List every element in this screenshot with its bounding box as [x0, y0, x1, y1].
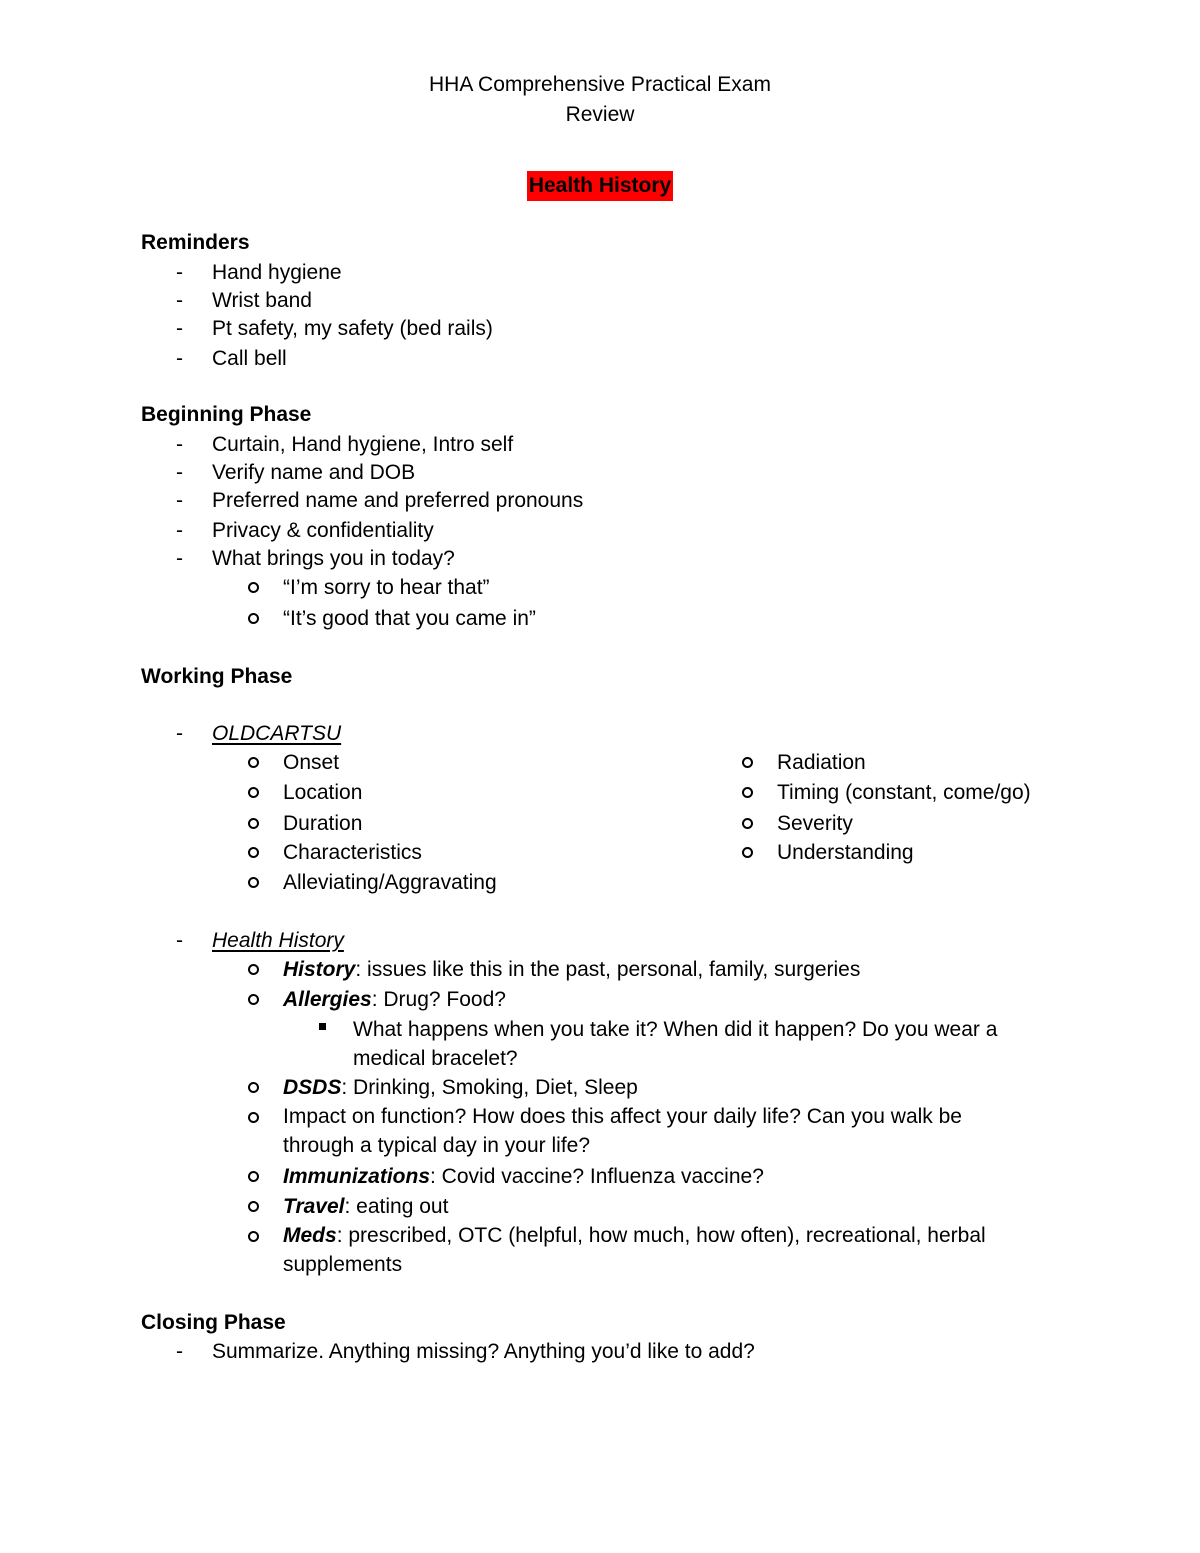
section-title-wrap: [0, 175, 1200, 196]
list-item: Summarize. Anything missing? Anything you’d like to add?: [212, 1340, 755, 1363]
section-title: Health History: [527, 171, 673, 201]
list-dash: -: [176, 317, 183, 340]
oldcartsu-item: Location: [283, 781, 363, 804]
oldcartsu-item: Characteristics: [283, 841, 422, 864]
travel-text: : eating out: [344, 1195, 449, 1218]
square-bullet-icon: [319, 1023, 326, 1030]
history-term: History: [283, 958, 356, 981]
circle-bullet-icon: [248, 613, 259, 624]
immunizations-term: Immunizations: [283, 1165, 431, 1188]
list-dash: -: [176, 547, 183, 570]
allergies-text: : Drug? Food?: [371, 988, 506, 1011]
circle-bullet-icon: [248, 787, 259, 798]
list-dash: -: [176, 489, 183, 512]
dsds-item: [283, 1077, 638, 1098]
list-dash: -: [176, 433, 183, 456]
circle-bullet-icon: [248, 1231, 259, 1242]
history-item: [283, 959, 860, 980]
circle-bullet-icon: [742, 818, 753, 829]
circle-bullet-icon: [742, 787, 753, 798]
sub-list-item: “It’s good that you came in”: [283, 607, 536, 630]
list-item: Wrist band: [212, 289, 312, 312]
travel-item: [283, 1196, 448, 1217]
immunizations-item: [283, 1166, 764, 1187]
oldcartsu-item: Timing (constant, come/go): [777, 781, 1031, 804]
travel-term: Travel: [283, 1195, 345, 1218]
dsds-term: DSDS: [283, 1076, 342, 1099]
list-item: Privacy & confidentiality: [212, 519, 434, 542]
circle-bullet-icon: [248, 1082, 259, 1093]
meds-term: Meds: [283, 1224, 337, 1247]
health-history-label: Health History: [212, 929, 344, 952]
list-item: Pt safety, my safety (bed rails): [212, 317, 493, 340]
list-item: Hand hygiene: [212, 261, 342, 284]
beginning-heading: Beginning Phase: [141, 403, 312, 426]
circle-bullet-icon: [248, 1171, 259, 1182]
working-heading: Working Phase: [141, 665, 293, 688]
circle-bullet-icon: [248, 818, 259, 829]
oldcartsu-item: Understanding: [777, 841, 914, 864]
circle-bullet-icon: [248, 964, 259, 975]
meds-text: : prescribed, OTC (helpful, how much, how often), recreational, herbal supplements: [283, 1224, 986, 1276]
circle-bullet-icon: [248, 847, 259, 858]
list-dash: -: [176, 929, 183, 952]
list-item: Curtain, Hand hygiene, Intro self: [212, 433, 514, 456]
list-dash: -: [176, 261, 183, 284]
oldcartsu-label: OLDCARTSU: [212, 722, 342, 745]
list-dash: -: [176, 347, 183, 370]
list-item: Verify name and DOB: [212, 461, 416, 484]
dsds-text: : Drinking, Smoking, Diet, Sleep: [341, 1076, 638, 1099]
circle-bullet-icon: [248, 994, 259, 1005]
list-item: What brings you in today?: [212, 547, 455, 570]
oldcartsu-item: Radiation: [777, 751, 866, 774]
list-dash: -: [176, 519, 183, 542]
circle-bullet-icon: [248, 1112, 259, 1123]
allergies-sub-item: What happens when you take it? When did it happen? Do you wear a medical bracelet?: [353, 1018, 998, 1070]
impact-item: Impact on function? How does this affect your daily life? Can you walk be through a typical day in your life?: [283, 1105, 962, 1157]
closing-heading: Closing Phase: [141, 1311, 286, 1334]
circle-bullet-icon: [248, 877, 259, 888]
allergies-term: Allergies: [283, 988, 372, 1011]
list-item: Call bell: [212, 347, 287, 370]
sub-list-item: “I’m sorry to hear that”: [283, 576, 490, 599]
list-dash: -: [176, 289, 183, 312]
allergies-item: [283, 989, 506, 1010]
circle-bullet-icon: [248, 1201, 259, 1212]
circle-bullet-icon: [248, 582, 259, 593]
list-dash: -: [176, 722, 183, 745]
reminders-heading: Reminders: [141, 231, 250, 254]
circle-bullet-icon: [742, 757, 753, 768]
circle-bullet-icon: [742, 847, 753, 858]
immunizations-text: : Covid vaccine? Influenza vaccine?: [430, 1165, 764, 1188]
oldcartsu-item: Severity: [777, 812, 853, 835]
list-item: Preferred name and preferred pronouns: [212, 489, 584, 512]
oldcartsu-item: Onset: [283, 751, 340, 774]
document-title: HHA Comprehensive Practical Exam: [429, 73, 771, 96]
oldcartsu-item: Duration: [283, 812, 363, 835]
history-text: : issues like this in the past, personal, family, surgeries: [355, 958, 861, 981]
list-dash: -: [176, 1340, 183, 1363]
meds-item: [283, 1221, 1023, 1279]
list-dash: -: [176, 461, 183, 484]
oldcartsu-item: Alleviating/Aggravating: [283, 871, 497, 894]
document-subtitle: Review: [565, 103, 635, 126]
circle-bullet-icon: [248, 757, 259, 768]
